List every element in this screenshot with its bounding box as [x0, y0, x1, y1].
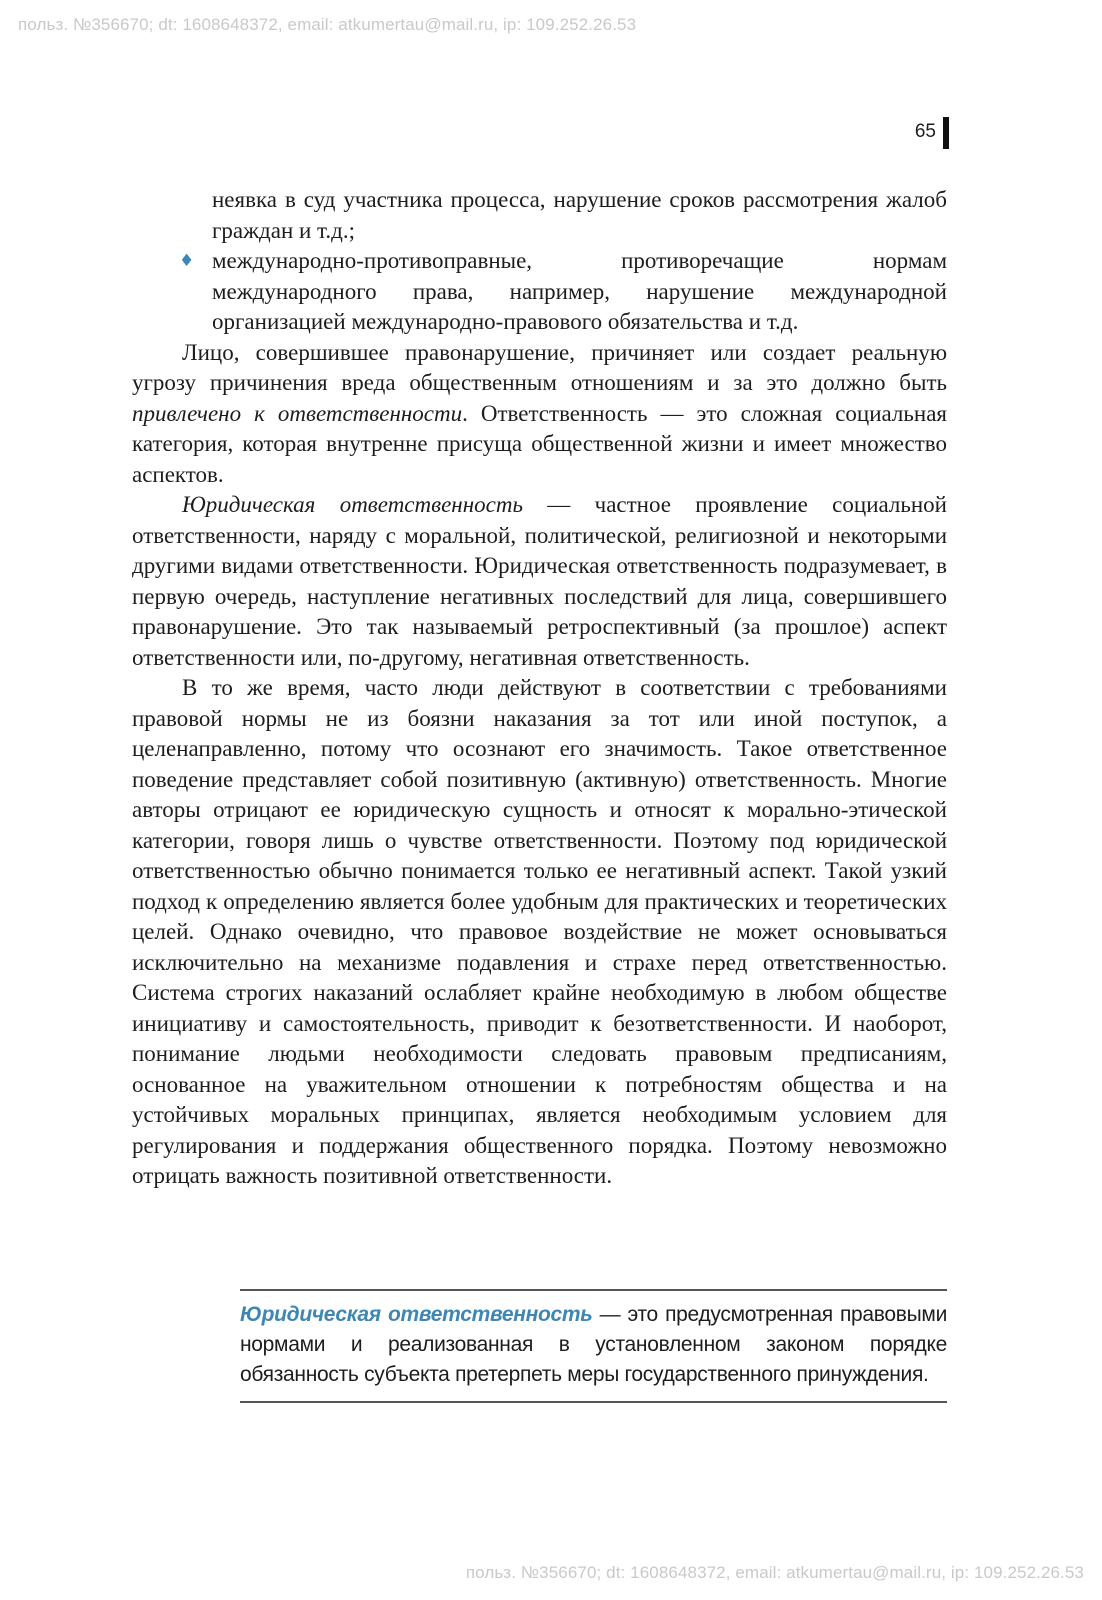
body-text	[132, 185, 947, 1192]
list-item	[179, 246, 947, 338]
paragraph-1	[132, 338, 947, 491]
paragraph-2-text: — частное проявление социальной ответственности, наряду с моральной, политической, религиозной и некоторыми другими видами ответственности. Юридическая ответственность подразумевает, в первую очередь, наступление негативных последствий для лица, совершившего правонарушение. Это так называемый ретроспективный (за прошлое) аспект ответственности или, по-другому, негативная ответственность.	[132, 492, 947, 670]
diamond-bullet-icon: ♦	[179, 251, 195, 271]
page-number: 65	[914, 121, 936, 142]
paragraph-1-emphasis: привлечено к ответственности	[132, 400, 463, 426]
definition-term: Юридическая ответственность	[240, 1303, 593, 1326]
list-item-text: международно-противоправные, противоречащие нормам международного права, например, нарушение международной организацией международно-правового обязательства и т.д.	[212, 248, 947, 334]
paragraph-1-text-end: . Ответственность — это сложная социальная категория, которая внутренне присуща общественной жизни и имеет множество аспектов.	[132, 400, 947, 487]
list-item-continuation: неявка в суд участника процесса, нарушение сроков рассмотрения жалоб граждан и т.д.;	[212, 187, 947, 243]
watermark-top: польз. №356670; dt: 1608648372, email: atkumertau@mail.ru, ip: 109.252.26.53	[18, 15, 637, 34]
definition-box	[240, 1289, 947, 1403]
page-number-bar	[943, 117, 949, 149]
paragraph-1-text-start: Лицо, совершившее правонарушение, причиняет или создает реальную угрозу причинения вреда общественным отношениям и за это должно быть	[132, 339, 947, 395]
paragraph-3: В то же время, часто люди действуют в соответствии с требованиями правовой нормы не из боязни наказания за тот или иной поступок, а целенаправленно, потому что осознают его значимость. Такое ответственное поведение представляет собой позитивную (активную) ответственность. Многие авторы отрицают ее юридическую сущность и относят к морально-этической категории, говоря лишь о чувстве ответственности. Поэтому под юридической ответственностью обычно понимается только ее негативный аспект. Такой узкий подход к определению является более удобным для практических и теоретических целей. Однако очевидно, что правовое воздействие не может основываться исключительно на механизме подавления и страхе перед ответственностью. Система строгих наказаний ослабляет крайне необходимую в любом обществе инициативу и самостоятельность, приводит к безответственности. И наоборот, понимание людьми необходимости следовать правовым предписаниям, основанное на уважительном отношении к потребностям общества и на устойчивых моральных принципах, является необходимым условием для регулирования и поддержания общественного порядка. Поэтому невозможно отрицать важность позитивной ответственности.	[132, 675, 947, 1188]
paragraph-2	[132, 490, 947, 673]
definition-text: — это предусмотренная правовыми нормами и реализованная в установленном законом порядке обязанность субъекта претерпеть меры государственного принуждения.	[240, 1303, 947, 1386]
watermark-bottom: польз. №356670; dt: 1608648372, email: atkumertau@mail.ru, ip: 109.252.26.53	[465, 1563, 1084, 1582]
paragraph-2-term: Юридическая ответственность	[182, 492, 523, 517]
